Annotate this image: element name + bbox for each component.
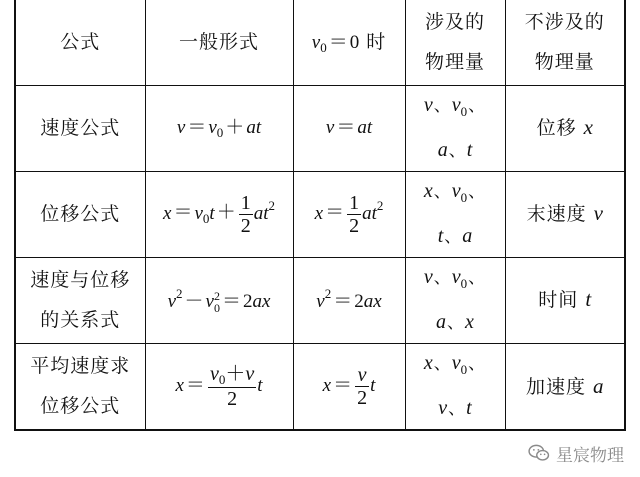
general-formula: $v = v_0$ ＋ at bbox=[145, 85, 293, 171]
header-formula: 公式 bbox=[15, 0, 145, 85]
not-involved-quantity: 时间 t bbox=[505, 257, 625, 343]
table-row bbox=[15, 171, 625, 257]
v0-zero-formula: x ＝ $\frac{v}{2}$ t bbox=[293, 343, 405, 430]
row-name: 位移公式 bbox=[15, 171, 145, 257]
row-name-line-2: 位移公式 bbox=[40, 395, 121, 418]
not-involved-quantity: 位移 x bbox=[505, 85, 625, 171]
header-row bbox=[15, 0, 625, 85]
header-not-involved-line-1: 不涉及的 bbox=[524, 11, 605, 34]
row-name-line-1: 速度与位移 bbox=[30, 269, 131, 291]
row-name bbox=[15, 343, 145, 430]
v0-zero-formula: $v^2 = 2ax$ bbox=[293, 257, 405, 343]
header-not-involved bbox=[505, 0, 625, 85]
row-name: 速度公式 bbox=[15, 85, 145, 171]
involved-line-1: x、$v_0$、 bbox=[423, 180, 486, 205]
header-involved-line-1: 涉及的 bbox=[424, 11, 485, 34]
watermark bbox=[528, 440, 624, 466]
row-name-line-1: 平均速度求 bbox=[30, 355, 131, 378]
header-involved bbox=[405, 0, 505, 85]
involved-line-2: a、t bbox=[437, 139, 473, 161]
general-formula: $x = v_0t$ ＋ $\frac{1}{2}$ $at^2$ bbox=[145, 171, 293, 257]
wechat-icon bbox=[528, 444, 550, 462]
not-involved-quantity: 加速度 a bbox=[505, 343, 625, 430]
involved-line-2: t、a bbox=[437, 225, 473, 247]
not-involved-quantity: 末速度 v bbox=[505, 171, 625, 257]
involved-line-2: a、x bbox=[436, 311, 474, 333]
involved-line-1: v、$v_0$、 bbox=[423, 266, 486, 291]
involved-line-1: v、$v_0$、 bbox=[423, 94, 486, 119]
row-name-line-2: 的关系式 bbox=[40, 309, 121, 331]
row-name bbox=[15, 257, 145, 343]
kinematics-formula-table bbox=[14, 0, 626, 431]
header-v0-zero: $v_0 = 0$ 时 bbox=[293, 0, 405, 85]
general-formula: $v^2 - v$ 2 0 ＝ 2ax bbox=[145, 257, 293, 343]
header-not-involved-line-2: 物理量 bbox=[534, 51, 595, 74]
involved-line-1: x、$v_0$、 bbox=[423, 352, 486, 378]
table-row bbox=[15, 343, 625, 430]
v0-zero-formula: x ＝ $\frac{1}{2}$ $at^2$ bbox=[293, 171, 405, 257]
header-general-form: 一般形式 bbox=[145, 0, 293, 85]
involved-quantities bbox=[405, 343, 505, 430]
involved-quantities bbox=[405, 257, 505, 343]
table-row bbox=[15, 85, 625, 171]
v0-zero-formula: v ＝ at bbox=[293, 85, 405, 171]
involved-quantities bbox=[405, 85, 505, 171]
general-formula: x ＝ $\frac{v_0+v}{2}$ t bbox=[145, 343, 293, 430]
involved-line-2: v、t bbox=[438, 397, 472, 420]
involved-quantities bbox=[405, 171, 505, 257]
header-involved-line-2: 物理量 bbox=[424, 51, 485, 74]
table-row bbox=[15, 257, 625, 343]
watermark-text: 星宸物理 bbox=[556, 445, 624, 466]
